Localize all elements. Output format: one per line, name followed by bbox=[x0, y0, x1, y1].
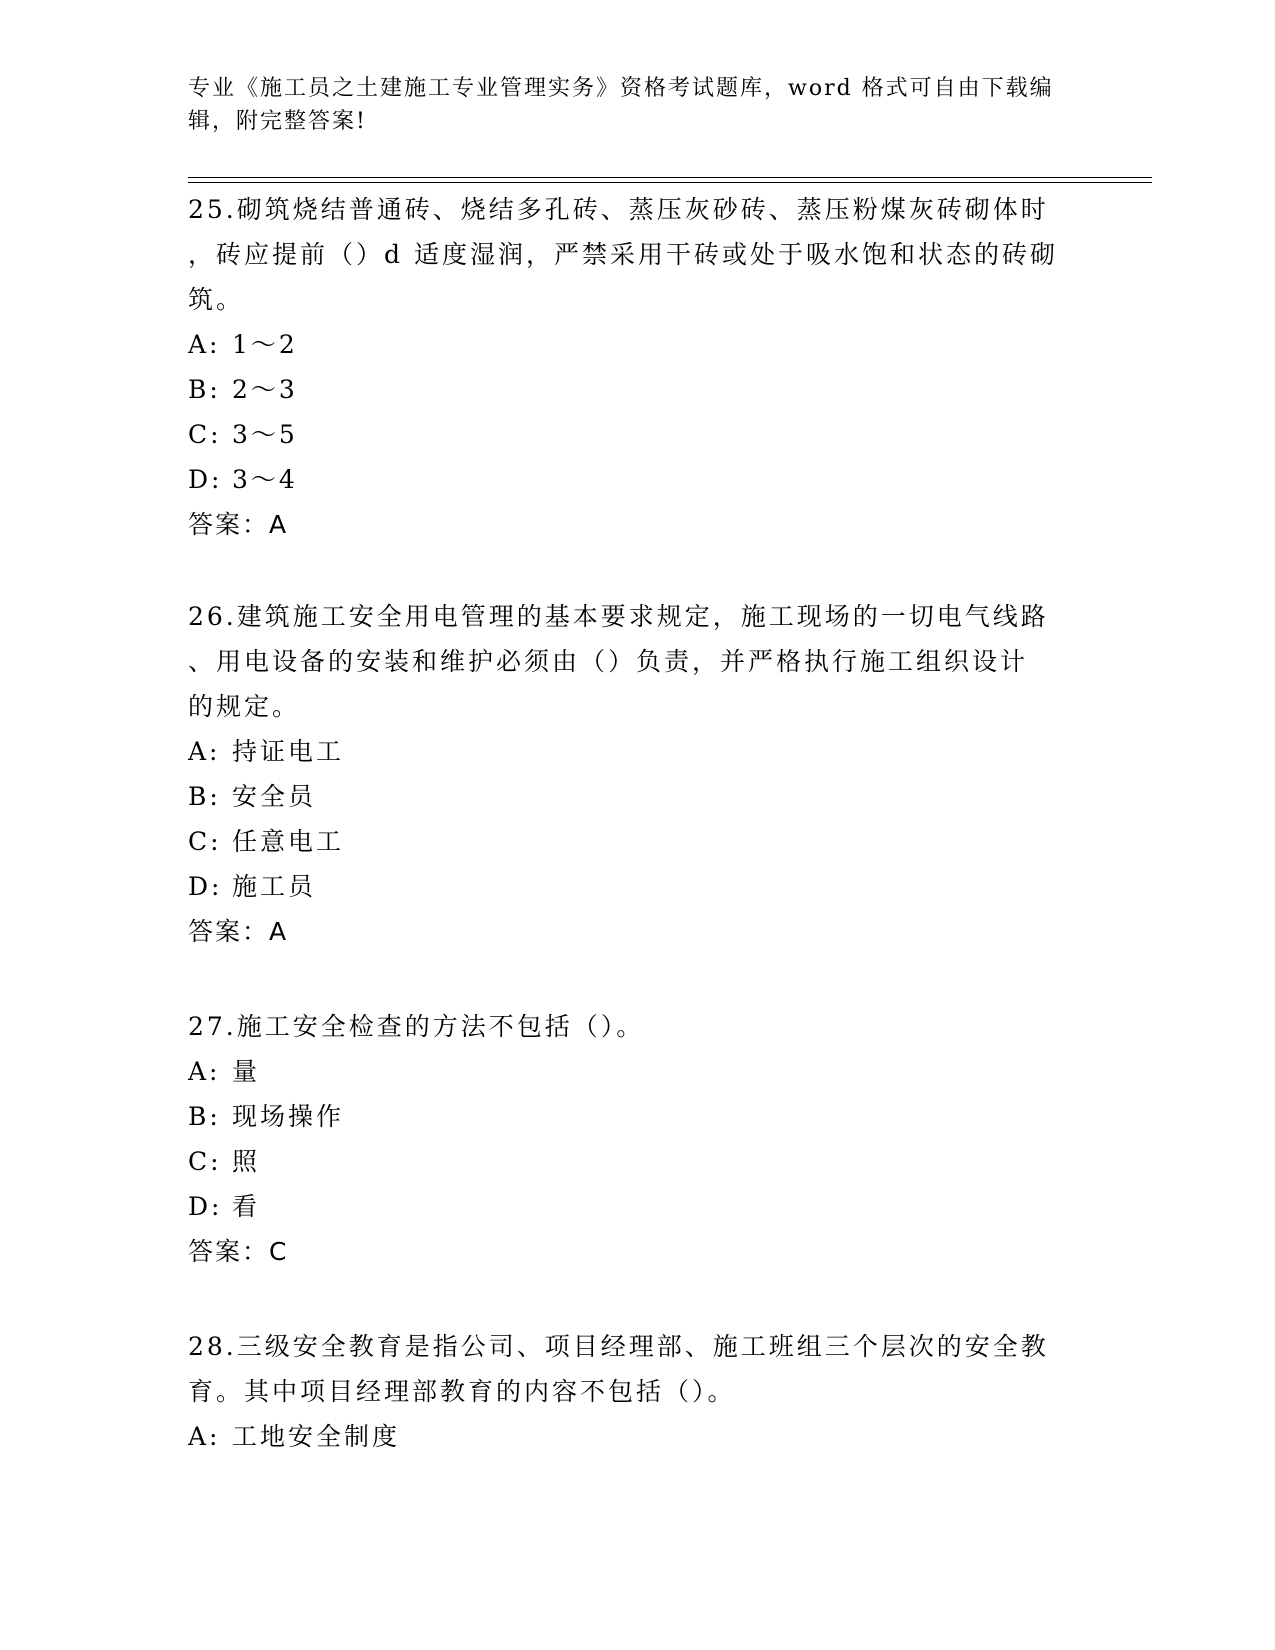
option-text: 现场操作 bbox=[232, 1102, 345, 1131]
option-key: C: bbox=[188, 1147, 222, 1176]
option-text: 安全员 bbox=[232, 782, 317, 811]
option-key: B: bbox=[188, 375, 221, 404]
option-key: A: bbox=[188, 330, 221, 359]
question-stem-line: 27.施工安全检查的方法不包括（）。 bbox=[188, 1012, 645, 1041]
option-text: 任意电工 bbox=[232, 827, 345, 856]
question-stem-line: 的规定。 bbox=[188, 692, 301, 721]
option-c bbox=[188, 412, 1088, 457]
option-text: 施工员 bbox=[232, 872, 317, 901]
option-key: C: bbox=[188, 827, 222, 856]
option-text: 照 bbox=[232, 1147, 261, 1176]
option-c bbox=[188, 819, 1088, 864]
question-stem-line: ，砖应提前（）d 适度湿润，严禁采用干砖或处于吸水饱和状态的砖砌 bbox=[188, 240, 1058, 269]
option-text: 3～5 bbox=[232, 420, 298, 449]
question-stem-line: 筑。 bbox=[188, 285, 245, 314]
option-key: B: bbox=[188, 782, 221, 811]
question-28 bbox=[188, 1324, 1088, 1459]
option-b bbox=[188, 774, 1088, 819]
answer-line: 答案：A bbox=[188, 510, 289, 539]
option-b bbox=[188, 367, 1088, 412]
option-a bbox=[188, 729, 1088, 774]
option-a bbox=[188, 1049, 1088, 1094]
question-stem-line: 28.三级安全教育是指公司、项目经理部、施工班组三个层次的安全教 bbox=[188, 1332, 1049, 1361]
option-a bbox=[188, 1414, 1088, 1459]
question-stem-line: 、用电设备的安装和维护必须由（）负责，并严格执行施工组织设计 bbox=[188, 647, 1029, 676]
option-text: 1～2 bbox=[232, 330, 298, 359]
header-line-2: 辑，附完整答案! bbox=[188, 109, 367, 134]
option-d bbox=[188, 864, 1088, 909]
option-key: C: bbox=[188, 420, 222, 449]
option-c bbox=[188, 1139, 1088, 1184]
question-stem-line: 25.砌筑烧结普通砖、烧结多孔砖、蒸压灰砂砖、蒸压粉煤灰砖砌体时 bbox=[188, 195, 1049, 224]
document-header bbox=[188, 72, 1068, 138]
option-text: 3～4 bbox=[232, 465, 298, 494]
option-text: 量 bbox=[232, 1057, 261, 1086]
question-stem-line: 育。其中项目经理部教育的内容不包括（）。 bbox=[188, 1377, 736, 1406]
header-line-1: 专业《施工员之土建施工专业管理实务》资格考试题库，word 格式可自由下载编 bbox=[188, 76, 1054, 101]
question-26 bbox=[188, 594, 1088, 954]
option-text: 看 bbox=[232, 1192, 261, 1221]
header-divider-top bbox=[188, 177, 1152, 178]
answer-line: 答案：A bbox=[188, 917, 289, 946]
option-d bbox=[188, 457, 1088, 502]
option-key: B: bbox=[188, 1102, 221, 1131]
option-text: 2～3 bbox=[232, 375, 298, 404]
option-key: D: bbox=[188, 1192, 223, 1221]
question-stem-line: 26.建筑施工安全用电管理的基本要求规定，施工现场的一切电气线路 bbox=[188, 602, 1049, 631]
option-a bbox=[188, 322, 1088, 367]
option-key: D: bbox=[188, 465, 223, 494]
question-25 bbox=[188, 187, 1088, 547]
answer-line: 答案：C bbox=[188, 1237, 289, 1266]
option-text: 持证电工 bbox=[232, 737, 345, 766]
option-key: D: bbox=[188, 872, 223, 901]
option-text: 工地安全制度 bbox=[232, 1422, 401, 1451]
header-divider-bottom bbox=[188, 182, 1152, 183]
option-key: A: bbox=[188, 1057, 221, 1086]
option-b bbox=[188, 1094, 1088, 1139]
option-d bbox=[188, 1184, 1088, 1229]
option-key: A: bbox=[188, 737, 221, 766]
option-key: A: bbox=[188, 1422, 221, 1451]
question-27 bbox=[188, 1004, 1088, 1274]
